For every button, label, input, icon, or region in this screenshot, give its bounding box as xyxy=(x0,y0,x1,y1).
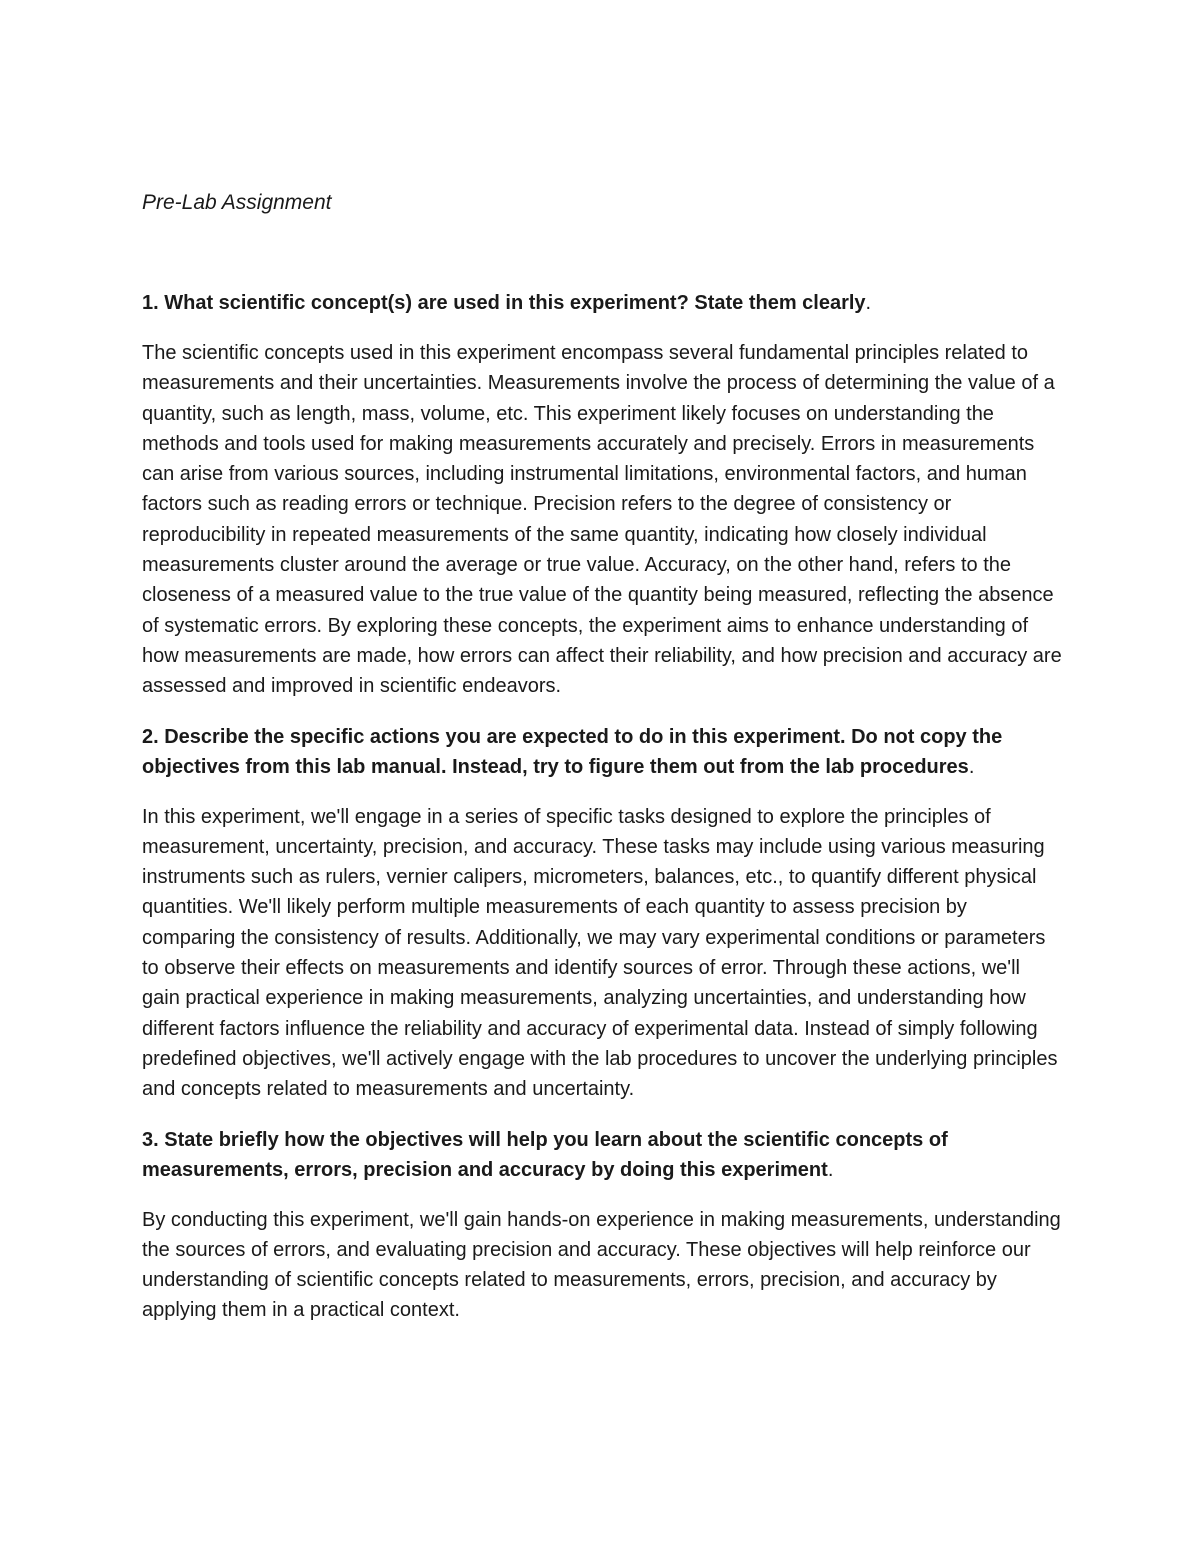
question-section-1 xyxy=(142,288,1062,702)
question-1 xyxy=(142,288,1062,318)
question-3 xyxy=(142,1125,1062,1185)
answer-1: The scientific concepts used in this experiment encompass several fundamental principles related to measurements and their uncertainties. Measurements involve the process of determining the value of a quantity, such as length, mass, volume, etc. This experiment likely focuses on understanding the methods and tools used for making measurements accurately and precisely. Errors in measurements can arise from various sources, including instrumental limitations, environmental factors, and human factors such as reading errors or technique. Precision refers to the degree of consistency or reproducibility in repeated measurements of the same quantity, indicating how closely individual measurements cluster around the average or true value. Accuracy, on the other hand, refers to the closeness of a measured value to the true value of the quantity being measured, reflecting the absence of systematic errors. By exploring these concepts, the experiment aims to enhance understanding of how measurements are made, how errors can affect their reliability, and how precision and accuracy are assessed and improved in scientific endeavors. xyxy=(142,342,1062,698)
document-title: Pre-Lab Assignment xyxy=(142,191,332,214)
question-2-text: 2. Describe the specific actions you are expected to do in this experiment. Do not copy the objectives from this lab manual. Instead, try to figure them out from the lab procedures xyxy=(142,725,1003,778)
answer-2: In this experiment, we'll engage in a series of specific tasks designed to explore the principles of measurement, uncertainty, precision, and accuracy. These tasks may include using various measuring instruments such as rulers, vernier calipers, micrometers, balances, etc., to quantify different physical quantities. We'll likely perform multiple measurements of each quantity to assess precision by comparing the consistency of results. Additionally, we may vary experimental conditions or parameters to observe their effects on measurements and identify sources of error. Through these actions, we'll gain practical experience in making measurements, analyzing uncertainties, and understanding how different factors influence the reliability and accuracy of experimental data. Instead of simply following predefined objectives, we'll actively engage with the lab procedures to uncover the underlying principles and concepts related to measurements and uncertainty. xyxy=(142,805,1058,1101)
question-1-period: . xyxy=(865,292,872,314)
question-section-3 xyxy=(142,1125,1062,1326)
question-1-text: 1. What scientific concept(s) are used in this experiment? State them clearly xyxy=(142,292,866,314)
question-3-period: . xyxy=(827,1158,834,1181)
question-section-2 xyxy=(142,722,1062,1105)
document-page xyxy=(142,188,1062,1346)
question-2 xyxy=(142,722,1062,782)
question-3-text: 3. State briefly how the objectives will help you learn about the scientific concepts of measurements, errors, precision and accuracy by doing this experiment xyxy=(142,1128,948,1181)
answer-3: By conducting this experiment, we'll gain hands-on experience in making measurements, understanding the sources of errors, and evaluating precision and accuracy. These objectives will help reinforce our understanding of scientific concepts related to measurements, errors, precision, and accuracy by applying them in a practical context. xyxy=(142,1208,1061,1322)
question-2-period: . xyxy=(968,755,975,778)
